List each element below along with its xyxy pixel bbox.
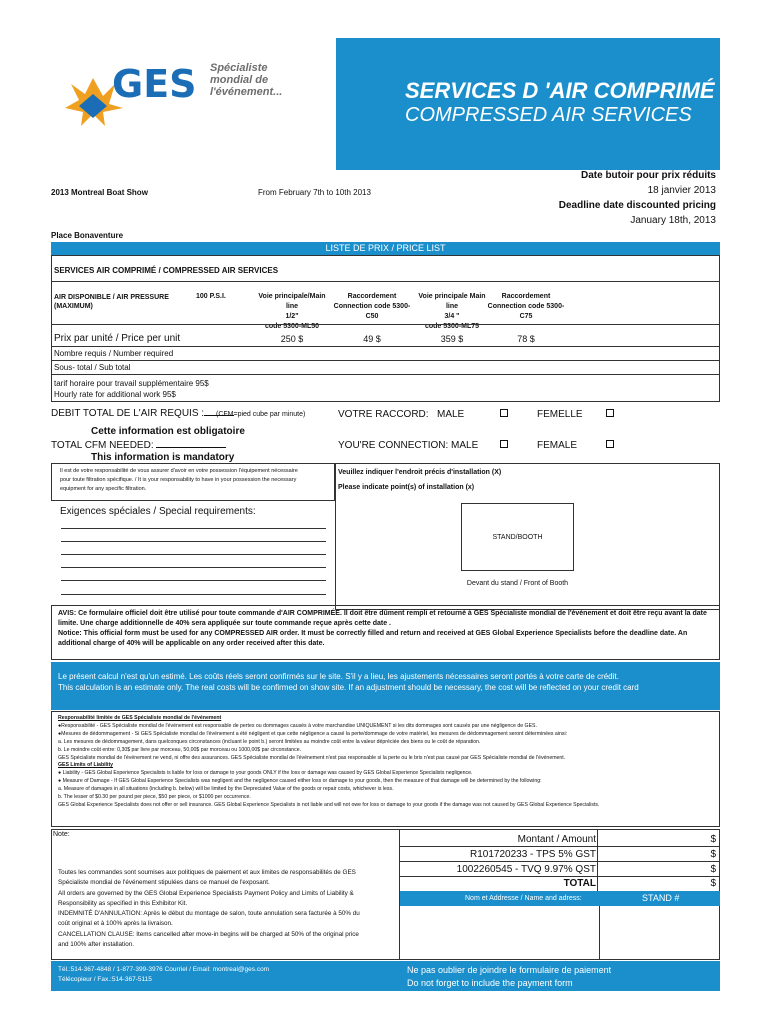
deadline-fr-label: Date butoir pour prix réduits [580, 170, 716, 181]
liability-title-fr: Responsabilité limitée de GES Spécialiste mondial de l'événement [58, 715, 222, 721]
filtration-text [60, 467, 330, 494]
policy-line: CANCELLATION CLAUSE: Items cancelled after move-in begins will be charged at 50% of the original price [58, 930, 359, 938]
policy-line: Responsibility as specified in this Exhibitor Kit. [58, 899, 188, 907]
column-header [332, 292, 412, 322]
divider [51, 374, 720, 375]
column-header-line: C75 [519, 313, 533, 320]
logo-sub-line: Spécialiste [210, 62, 268, 74]
debit-label-text: DEBIT TOTAL DE L'AIR REQUIS : [51, 408, 205, 419]
price-list-bar: LISTE DE PRIX / PRICE LIST [51, 242, 720, 255]
contact-line-2: Télécopieur / Fax.:514-367-5115 [58, 976, 152, 983]
connection-en [338, 440, 478, 451]
logo-subtitle [210, 62, 282, 98]
column-header [252, 292, 332, 332]
column-header-line: Connection code 5300- [333, 303, 411, 310]
tps-label: R101720233 - TPS 5% GST [470, 849, 596, 860]
column-header-line: code 5300-ML75 [424, 323, 480, 330]
male-en-label: MALE [451, 440, 479, 451]
event-dates: From February 7th to 10th 2013 [258, 188, 371, 197]
liability-title-en: GES Limits of Liability [58, 762, 114, 769]
special-line[interactable] [61, 567, 326, 568]
filtration-line: pour toute filtration spécifique. / It is your responsability to have in your possession the necessary [60, 477, 297, 483]
overtime-fr: tarif horaire pour travail supplémentaire 95$ [54, 379, 209, 388]
subtotal-label: Sous- total / Sub total [54, 363, 131, 372]
liability-text [58, 715, 718, 810]
special-line[interactable] [61, 528, 326, 529]
pressure-label-line: AIR DISPONIBLE / AIR PRESSURE [54, 294, 169, 301]
policy-line: and 100% after installation. [58, 941, 134, 949]
venue: Place Bonaventure [51, 231, 124, 240]
liability-line: ●Responsabilité - GES Spécialiste mondial de l'événement est responsable de pertes ou dommages causés à votre marchandise UNIQUEMENT si les dits dommages sont causés par une négligence de GES. [58, 722, 537, 729]
policy-line: INDEMNITÉ D'ANNULATION: Après le début du montage de salon, toute annulation sera facturée à 50% du [58, 910, 360, 918]
female-en-label: FEMALE [537, 440, 578, 451]
stand-label: STAND/BOOTH [492, 534, 543, 541]
notice-en: Notice: This official form must be used for any COMPRESSED AIR order. It must be correctly filled and return and received at GES Global Experience Specialists before the deadline date. An additional charge of 40% will be applicable on any order received after this date. [58, 630, 688, 647]
divider [400, 876, 720, 877]
column-header [486, 292, 566, 322]
divider [51, 346, 720, 347]
filtration-line: Il est de votre responsabilité de vous assurer d'avoir en votre possession l'équipement nécessaire [60, 468, 298, 474]
connection-en-label: YOU'RE CONNECTION: [338, 440, 449, 451]
deadline-fr-date: 18 janvier 2013 [647, 185, 716, 196]
stand-number-label: STAND # [642, 893, 680, 903]
mandatory-en: This information is mandatory [91, 452, 235, 463]
cfm-label-text: TOTAL CFM NEEDED: [51, 440, 154, 451]
column-header-line: Voie principale/Main line [258, 293, 326, 310]
divider [597, 829, 598, 891]
column-header-line: 1/2" [285, 313, 299, 320]
unit-price-label: Prix par unité / Price per unit [54, 333, 181, 344]
qty-label: Nombre requis / Number required [54, 349, 174, 358]
female-fr-label: FEMELLE [537, 409, 583, 420]
column-header-line: Raccordement [347, 293, 397, 300]
cfm-blank[interactable] [156, 447, 226, 448]
total-dollar: $ [710, 878, 716, 889]
cfm-label [51, 440, 226, 451]
special-line[interactable] [61, 554, 326, 555]
liability-line: ● Measure of Damage - If GES Global Experience Specialists was negligent and the negligence caused either loss or damage to your goods, then the measure of that damage will be determined by the following: [58, 778, 542, 785]
column-header-line: Connection code 5300- [487, 303, 565, 310]
address-field[interactable] [400, 906, 600, 960]
unit-price-ml75: 359 $ [440, 334, 464, 344]
estimate-en: This calculation is an estimate only. The real costs will be confirmed on show site. If an adjustment should be necessary, the cost will be reflected on your credit card [58, 683, 639, 692]
tvq-dollar: $ [710, 864, 716, 875]
tps-dollar: $ [710, 849, 716, 860]
name-address-label: Nom et Addresse / Name and adress: [465, 895, 582, 902]
amount-label: Montant / Amount [517, 834, 596, 845]
reminder-fr: Ne pas oublier de joindre le formulaire de paiement [407, 965, 612, 975]
policy-line: Spécialiste mondial de l'événement stipulées dans ce manuel de l'exposant. [58, 879, 270, 887]
contact-line-1: Tél.:514-367-4848 / 1-877-399-3976 Courriel / Email: montreal@ges.com [58, 966, 270, 973]
install-fr: Veuillez indiquer l'endroit précis d'installation (X) [338, 469, 502, 476]
liability-line: GES Spécialiste mondial de l'événement ne vend, ni offre des assurances. GES Spécialiste mondial de l'événement n'est pas responsable si la perte ou le bris n'est pas causé par GES Spécialiste mondial de l'événement. [58, 754, 566, 761]
male-fr-label: MALE [437, 409, 465, 420]
column-header-line: Voie principale Main line [418, 293, 486, 310]
debit-label [51, 408, 234, 419]
filtration-line: equipment for any specific filtration. [60, 486, 147, 492]
special-line[interactable] [61, 580, 326, 581]
liability-line: ● Liability - GES Global Experience Specialists is liable for loss or damage to your goods ONLY if the loss or damage was caused by GES Global Experience Specialists negligence. [58, 770, 473, 777]
policy-line: coût original et à 100% après la livraison. [58, 920, 173, 928]
policy-text [58, 868, 398, 950]
pressure-label [54, 293, 169, 311]
liability-line: b. The lesser of $0.30 per pound per piece, $50 per piece, or $1000 per occurrence. [58, 794, 251, 801]
logo-text: GES [112, 62, 197, 106]
column-header-line: code 5300-ML50 [264, 323, 320, 330]
estimate-fr: Le présent calcul n'est qu'un estimé. Les coûts réels seront confirmés sur le site. S'il y a lieu, les ajustements nécessaires seront portés à votre carte de crédit. [58, 672, 619, 681]
divider [400, 861, 720, 862]
liability-line: a. Les mesures de dédommagement, dans quelconques circonstances (incluant le point b.) seront limitées au moindre coût entre la valeur dépréciée des biens ou le coût de réparation. [58, 738, 481, 745]
pressure-value: 100 P.S.I. [196, 293, 226, 300]
liability-line: ●Mesures de dédommagement - Si GES Spécialiste mondial de l'événement a été négligent et que cette négligence a causé la perte/dommage de votre matériel, les mesures de dédommagement seront déterminées ainsi: [58, 730, 568, 737]
note-label: Note: [53, 831, 70, 838]
amount-dollar: $ [710, 834, 716, 845]
liability-line: GES Global Experience Specialists does not offer or sell insurance. GES Global Experience Specialists is not liable and will not owe for loss or damage to your goods if the damage was not caused by GES Global Experience Specialists. [58, 801, 600, 808]
policy-line: All orders are governed by the GES Global Experience Specialists Payment Policy and Limits of Liability & [58, 889, 354, 897]
deadline-en-date: January 18th, 2013 [630, 215, 716, 226]
logo-sub-line: l'événement... [210, 86, 283, 98]
title-fr: SERVICES D 'AIR COMPRIMÉ [405, 78, 715, 103]
deadline-en-label: Deadline date discounted pricing [558, 200, 716, 211]
event-name: 2013 Montreal Boat Show [51, 188, 148, 197]
tvq-label: 1002260545 - TVQ 9.97% QST [456, 864, 596, 875]
logo-sub-line: mondial de [210, 74, 269, 86]
debit-unit: (CFM=pied cube par minute) [216, 411, 306, 418]
male-fr-checkbox[interactable] [500, 409, 508, 417]
mandatory-fr: Cette information est obligatoire [91, 426, 245, 437]
install-en: Please indicate point(s) of installation (x) [338, 484, 475, 491]
total-label: TOTAL [563, 878, 596, 889]
unit-price-ml50: 250 $ [280, 334, 304, 344]
unit-price-c50: 49 $ [363, 334, 381, 344]
policy-line: Toutes les commandes sont soumises aux politiques de paiement et aux limites de responsabilités de GES [58, 869, 356, 876]
pressure-label-line: (MAXIMUM) [54, 303, 93, 310]
divider [51, 360, 720, 361]
column-header-line: C50 [365, 313, 379, 320]
connection-fr-label: VOTRE RACCORD: [338, 409, 429, 420]
title-en: COMPRESSED AIR SERVICES [405, 104, 692, 126]
overtime-en: Hourly rate for additional work 95$ [54, 390, 176, 399]
female-en-checkbox[interactable] [606, 440, 614, 448]
section-title: SERVICES AIR COMPRIMÉ / COMPRESSED AIR SERVICES [54, 266, 279, 275]
column-header [412, 292, 492, 332]
special-line[interactable] [61, 594, 326, 595]
special-line[interactable] [61, 541, 326, 542]
divider [51, 281, 720, 282]
divider [400, 846, 720, 847]
notice-fr: AVIS: Ce formulaire officiel doit être utilisé pour toute commande d'AIR COMPRIMÉE. Il doit être dûment rempli et retourné à GES Spécialiste mondial de l'événement et doit être reçu avant la date limite. Une charge additionnelle de 40% sera appliquée sur toute commande reçue après cette date . [58, 610, 707, 627]
reminder-en: Do not forget to include the payment form [407, 978, 573, 988]
special-label: Exigences spéciales / Special requirements: [60, 506, 256, 517]
divider [51, 324, 720, 325]
male-en-checkbox[interactable] [500, 440, 508, 448]
liability-line: a. Measure of damages in all situations (including b. below) will be limited by the Depreciated Value of the goods or repair costs, whichever is less. [58, 786, 394, 793]
front-label: Devant du stand / Front of Booth [466, 580, 569, 587]
liability-line: b. Le moindre coût entre: 0,30$ par livre par morceau, 50,00$ par morceau ou 1000,00$ par circonstance. [58, 746, 302, 753]
unit-price-c75: 78 $ [517, 334, 535, 344]
column-header-line: Raccordement [501, 293, 551, 300]
female-fr-checkbox[interactable] [606, 409, 614, 417]
column-header-line: 3/4 " [444, 313, 460, 320]
stand-number-field[interactable] [600, 906, 720, 960]
